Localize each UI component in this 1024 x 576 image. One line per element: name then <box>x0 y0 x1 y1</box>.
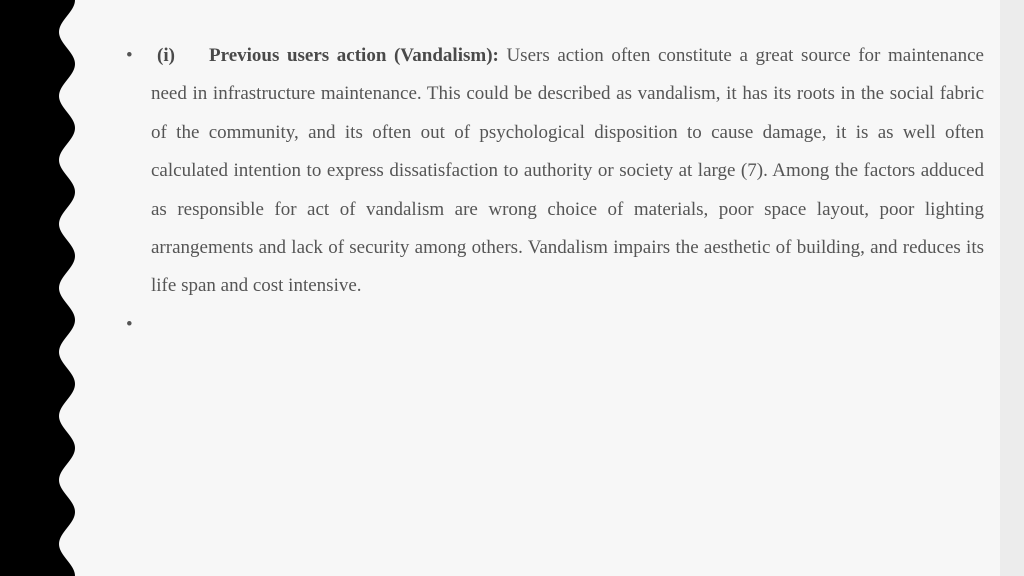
right-edge-strip <box>1000 0 1024 576</box>
bullet-heading: Previous users action (Vandalism): <box>209 45 499 66</box>
empty-bullet-item <box>126 306 984 344</box>
item-marker: (i) <box>157 45 175 66</box>
bullet-dot: • <box>126 45 133 66</box>
slide-body <box>126 37 984 344</box>
bullet-body-text: Users action often constitute a great source for maintenance need in infrastructure maintenance. This could be described as vandalism, it has its roots in the social fabric of the community, and its often out of psychological disposition to cause damage, it is as well often calculated intention to express dissatisfaction to authority or society at large (7). Among the factors adduced as responsible for act of vandalism are wrong choice of materials, poor space layout, poor lighting arrangements and lack of security among others. Vandalism impairs the aesthetic of building, and reduces its life span and cost intensive. <box>151 45 984 297</box>
wavy-border-decoration <box>0 0 80 576</box>
bullet-item-vandalism <box>126 37 984 306</box>
bullet-dot: • <box>126 313 133 335</box>
